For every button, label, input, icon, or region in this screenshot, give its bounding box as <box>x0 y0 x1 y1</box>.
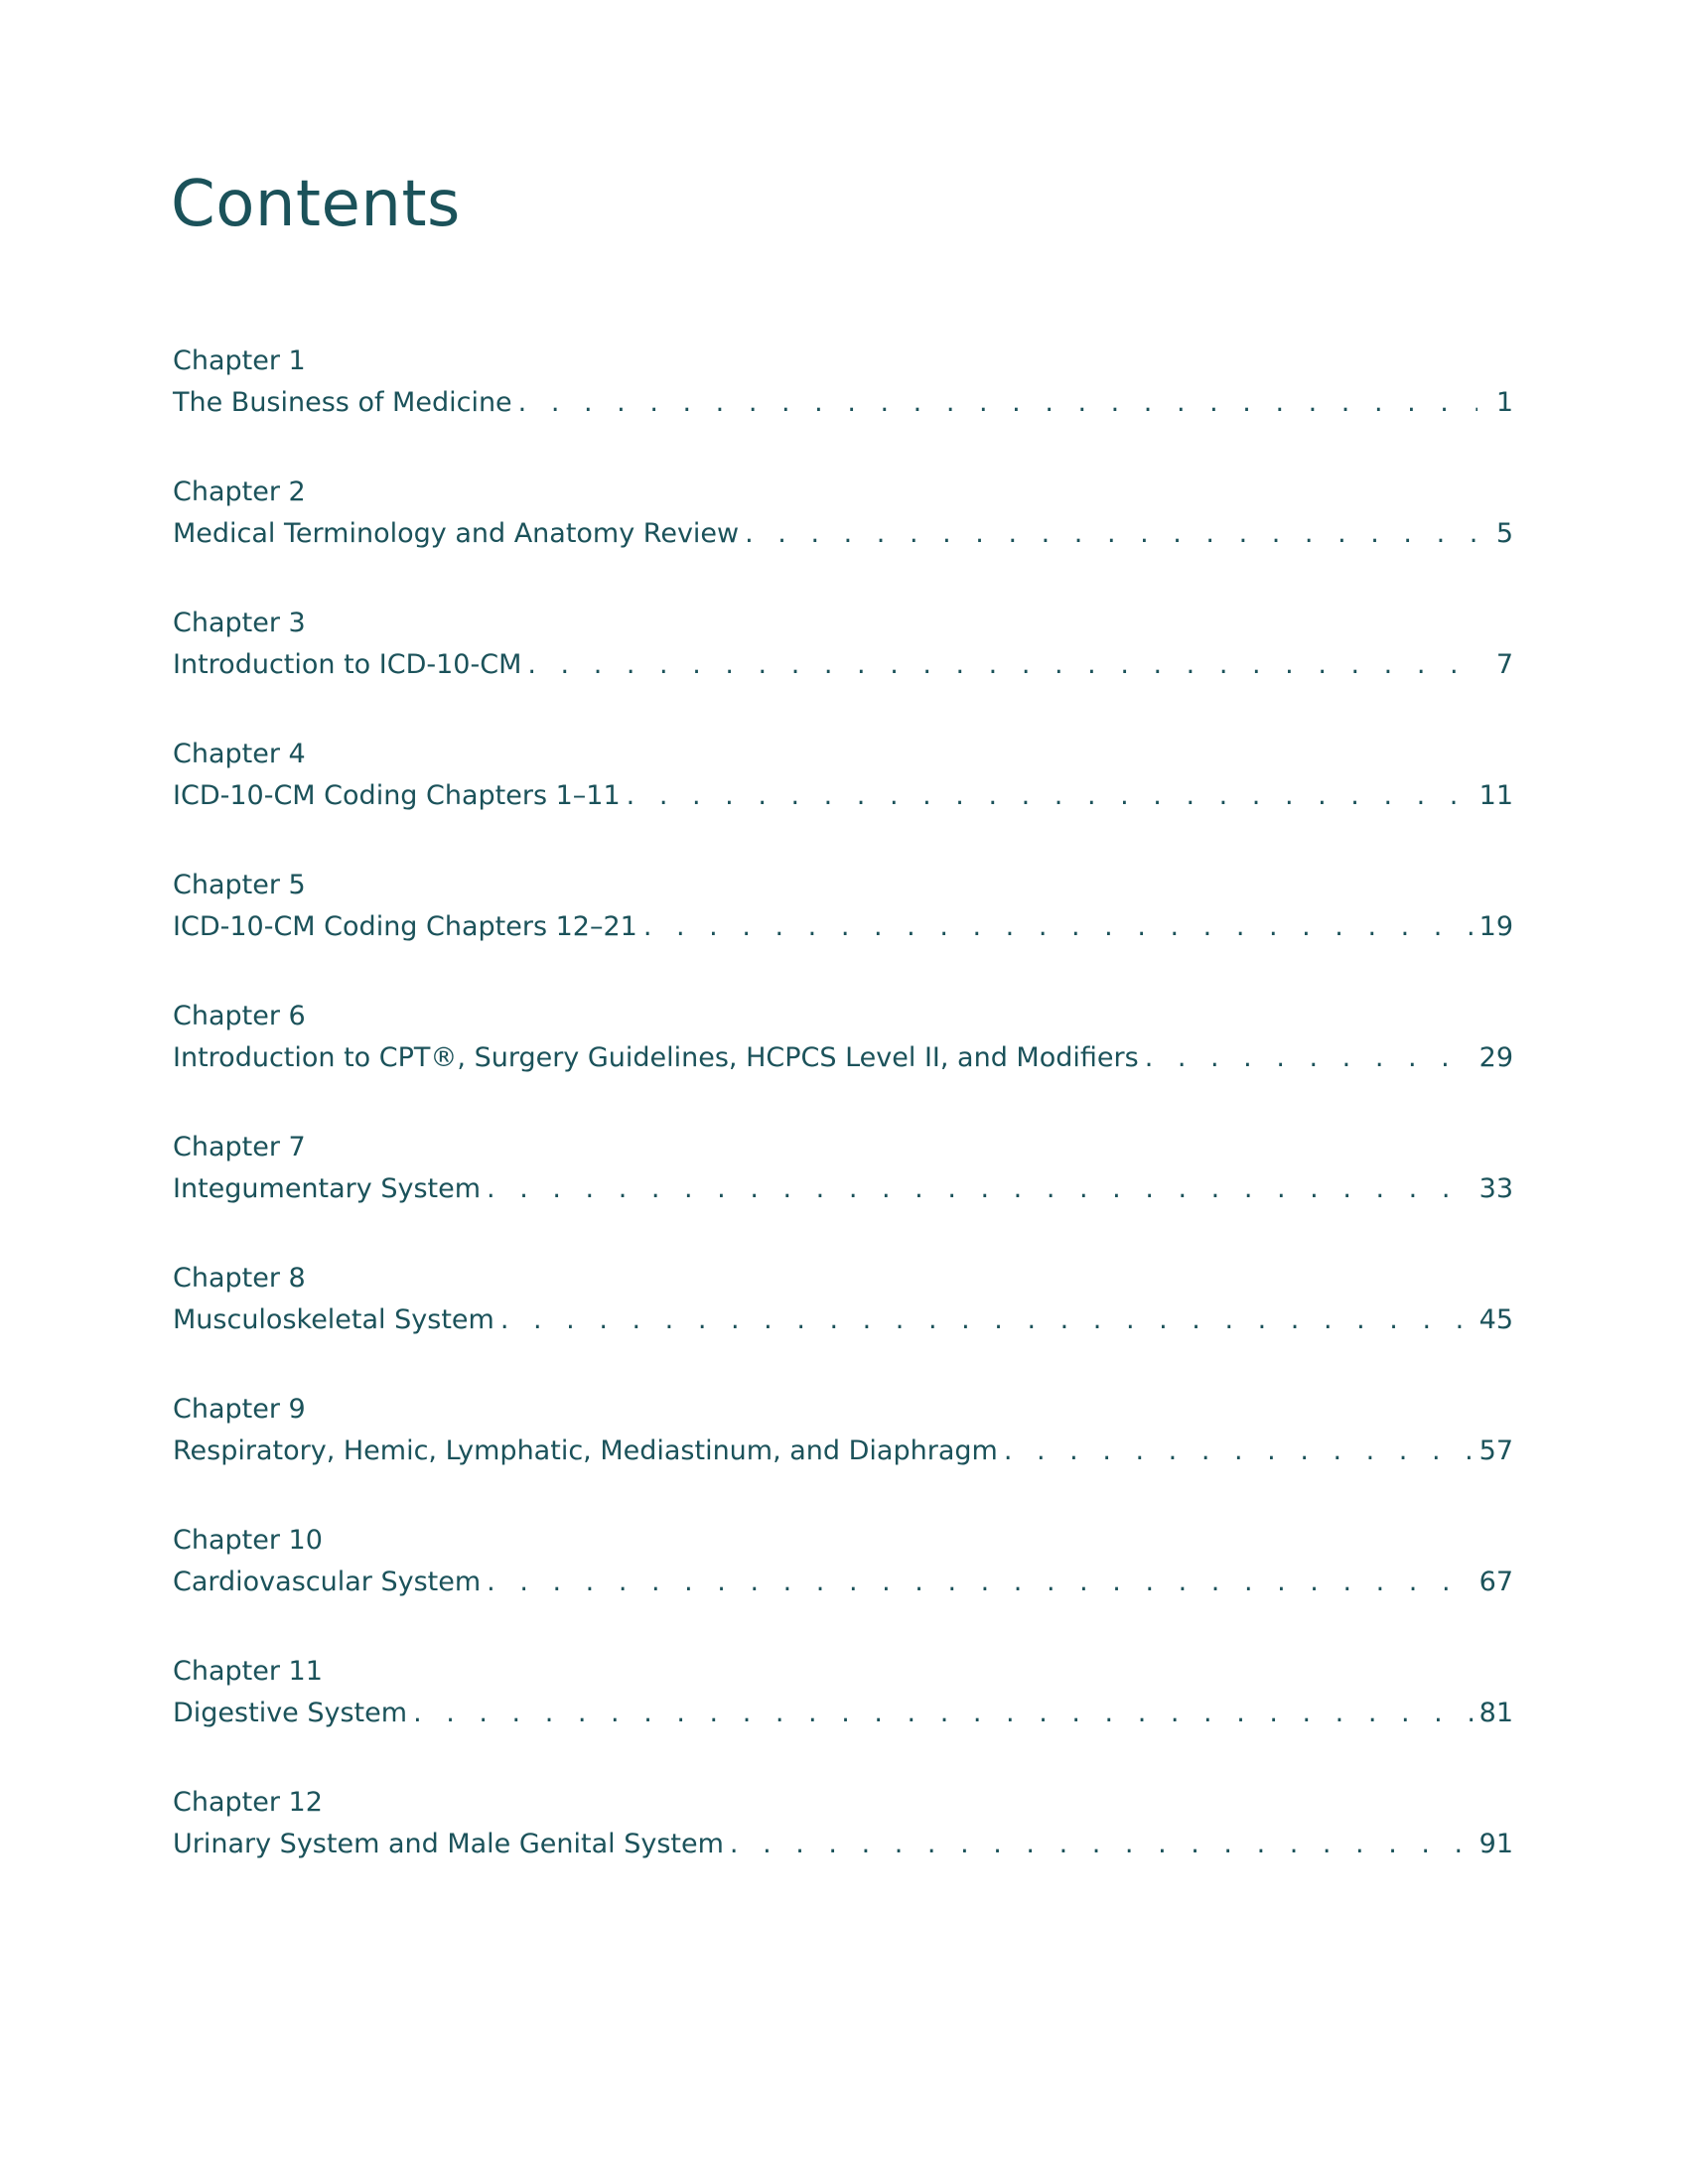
toc-line[interactable] <box>173 1824 1513 1865</box>
page-number: 5 <box>1495 518 1513 549</box>
leader-dots <box>730 1824 1474 1865</box>
toc-entry[interactable] <box>173 472 1513 603</box>
chapter-label: Chapter 11 <box>173 1656 323 1687</box>
chapter-title: Cardiovascular System <box>173 1567 482 1597</box>
toc-line[interactable] <box>173 382 1513 424</box>
leader-dots <box>1004 1431 1474 1472</box>
chapter-label: Chapter 5 <box>173 870 306 900</box>
chapter-label: Chapter 7 <box>173 1132 306 1162</box>
page-number: 11 <box>1478 780 1513 811</box>
page-number: 81 <box>1478 1698 1513 1728</box>
page-number: 19 <box>1478 911 1513 942</box>
toc-entry[interactable] <box>173 1127 1513 1258</box>
toc-line[interactable] <box>173 1299 1513 1341</box>
chapter-title: Urinary System and Male Genital System <box>173 1829 724 1859</box>
chapter-title: Integumentary System <box>173 1173 482 1204</box>
leader-dots <box>745 513 1477 555</box>
chapter-title: The Business of Medicine <box>173 387 512 418</box>
toc-line[interactable] <box>173 1693 1513 1734</box>
chapter-label: Chapter 4 <box>173 739 306 769</box>
chapter-title: ICD-10-CM Coding Chapters 12–21 <box>173 911 637 942</box>
page-title: Contents <box>171 168 461 241</box>
chapter-title: Respiratory, Hemic, Lymphatic, Mediastinum, and Diaphragm <box>173 1435 998 1466</box>
chapter-label: Chapter 10 <box>173 1525 323 1556</box>
toc-line[interactable] <box>173 775 1513 817</box>
page-number: 57 <box>1478 1435 1513 1466</box>
leader-dots <box>518 382 1477 424</box>
toc-line[interactable] <box>173 1037 1513 1079</box>
leader-dots <box>643 906 1474 948</box>
leader-dots <box>627 775 1474 817</box>
toc-line[interactable] <box>173 644 1513 686</box>
page-number: 67 <box>1478 1567 1513 1597</box>
page-number: 29 <box>1478 1042 1513 1073</box>
leader-dots <box>487 1562 1473 1603</box>
chapter-label: Chapter 9 <box>173 1394 306 1425</box>
page-number: 1 <box>1495 387 1513 418</box>
toc-entry[interactable] <box>173 341 1513 472</box>
chapter-title: Medical Terminology and Anatomy Review <box>173 518 740 549</box>
table-of-contents <box>173 341 1513 1913</box>
toc-entry[interactable] <box>173 1651 1513 1782</box>
chapter-title: Digestive System <box>173 1698 408 1728</box>
chapter-label: Chapter 12 <box>173 1787 323 1818</box>
leader-dots <box>413 1693 1474 1734</box>
leader-dots <box>500 1299 1474 1341</box>
chapter-label: Chapter 1 <box>173 345 306 376</box>
toc-line[interactable] <box>173 513 1513 555</box>
toc-entry[interactable] <box>173 1258 1513 1389</box>
leader-dots <box>527 644 1477 686</box>
page-number: 7 <box>1495 649 1513 680</box>
chapter-title: Musculoskeletal System <box>173 1304 494 1335</box>
chapter-label: Chapter 8 <box>173 1263 306 1294</box>
chapter-title: Introduction to ICD-10-CM <box>173 649 522 680</box>
toc-line[interactable] <box>173 1431 1513 1472</box>
toc-entry[interactable] <box>173 1520 1513 1651</box>
toc-line[interactable] <box>173 906 1513 948</box>
toc-entry[interactable] <box>173 603 1513 734</box>
leader-dots <box>487 1168 1474 1210</box>
chapter-title: Introduction to CPT®, Surgery Guidelines, HCPCS Level II, and Modifiers <box>173 1042 1139 1073</box>
toc-entry[interactable] <box>173 996 1513 1127</box>
page-number: 45 <box>1478 1304 1513 1335</box>
toc-line[interactable] <box>173 1562 1513 1603</box>
chapter-label: Chapter 2 <box>173 477 306 507</box>
chapter-label: Chapter 3 <box>173 608 306 638</box>
toc-entry[interactable] <box>173 734 1513 865</box>
page-number: 91 <box>1478 1829 1513 1859</box>
page-number: 33 <box>1478 1173 1513 1204</box>
leader-dots <box>1145 1037 1474 1079</box>
chapter-title: ICD-10-CM Coding Chapters 1–11 <box>173 780 621 811</box>
toc-line[interactable] <box>173 1168 1513 1210</box>
toc-entry[interactable] <box>173 1782 1513 1913</box>
chapter-label: Chapter 6 <box>173 1001 306 1031</box>
toc-entry[interactable] <box>173 1389 1513 1520</box>
toc-entry[interactable] <box>173 865 1513 996</box>
